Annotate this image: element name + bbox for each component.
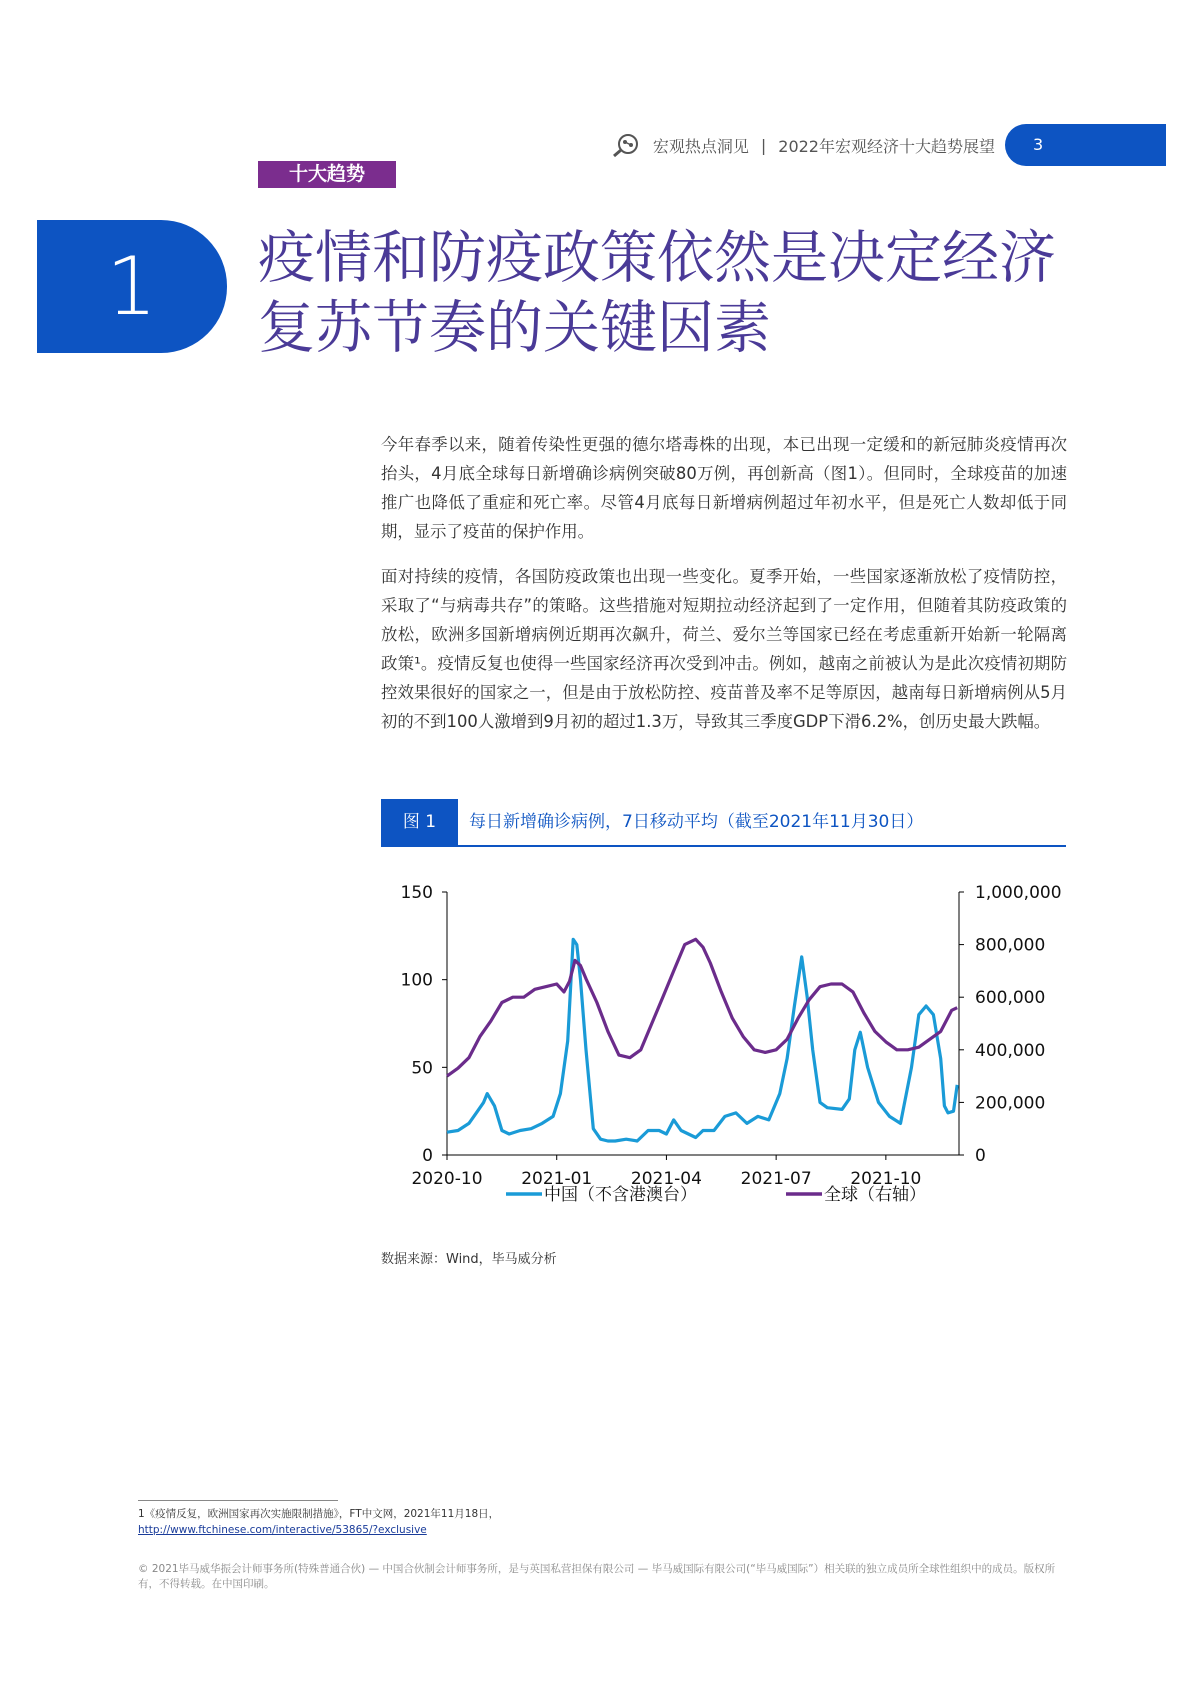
chart-series <box>447 939 957 1141</box>
x-tick-label: 2020-10 <box>411 1169 483 1189</box>
right-tick-label: 200,000 <box>975 1093 1046 1114</box>
page-number: 3 <box>1033 135 1044 154</box>
section-number: 1 <box>106 240 157 333</box>
figure-header <box>381 799 1066 847</box>
chart-axes <box>401 883 1062 1189</box>
right-tick-label: 600,000 <box>975 988 1046 1009</box>
x-tick-label: 2021-01 <box>521 1169 593 1189</box>
page-header <box>611 132 995 158</box>
body-paragraph-1: 今年春季以来，随着传染性更强的德尔塔毒株的出现，本已出现一定缓和的新冠肺炎疫情再次抬头，4月底全球每日新增确诊病例突破80万例，再创新高（图1）。但同时，全球疫苗的加速推广也降低了重症和死亡率。尽管4月底每日新增病例超过年初水平，但是死亡人数却低于同期，显示了疫苗的保护作用。 <box>381 435 1067 542</box>
x-tick-label: 2021-10 <box>850 1169 922 1189</box>
insight-magnifier-icon <box>611 132 641 158</box>
header-section: 宏观热点洞见 <box>652 136 749 156</box>
right-tick-label: 400,000 <box>975 1040 1046 1061</box>
x-tick-label: 2021-07 <box>740 1169 812 1189</box>
data-source: 数据来源：Wind，毕马威分析 <box>381 1252 557 1267</box>
x-tick-label: 2021-04 <box>630 1169 702 1189</box>
trend-tag: 十大趋势 <box>258 161 396 188</box>
chart-legend <box>506 1185 926 1205</box>
figure-title: 每日新增确诊病例，7日移动平均（截至2021年11月30日） <box>469 812 924 832</box>
series-line-china <box>447 939 957 1141</box>
body-paragraph-2: 面对持续的疫情，各国防疫政策也出现一些变化。夏季开始，一些国家逐渐放松了疫情防控，采取了“与病毒共存”的策略。这些措施对短期拉动经济起到了一定作用，但随着其防疫政策的放松，欧洲多国新增病例近期再次飙升，荷兰、爱尔兰等国家已经在考虑重新开始新一轮隔离政策¹。疫情反复也使得一些国家经济再次受到冲击。例如，越南之前被认为是此次疫情初期防控效果很好的国家之一，但是由于放松防控、疫苗普及率不足等原因，越南每日新增病例从5月初的不到100人激增到9月初的超过1.3万，导致其三季度GDP下滑6.2%，创历史最大跌幅。 <box>381 567 1067 732</box>
left-tick-label: 50 <box>411 1058 433 1079</box>
series-line-global <box>447 939 957 1076</box>
right-tick-label: 800,000 <box>975 935 1046 956</box>
section-title: 疫情和防疫政策依然是决定经济复苏节奏的关键因素 <box>258 225 1056 361</box>
header-report-title: 2022年宏观经济十大趋势展望 <box>778 136 995 156</box>
copyright-notice: © 2021毕马威华振会计师事务所(特殊普通合伙) — 中国合伙制会计师事务所，是与英国私营担保有限公司 — 毕马威国际有限公司(“毕马威国际”）相关联的独立成员所全球性组织中的成员。版权所有，不得转载。在中国印刷。 <box>138 1563 1056 1590</box>
header-separator: | <box>760 135 767 155</box>
right-tick-label: 0 <box>975 1146 986 1166</box>
footnote-text: 1《疫情反复，欧洲国家再次实施限制措施》，FT中文网，2021年11月18日， <box>138 1508 500 1520</box>
figure-label: 图 1 <box>381 799 458 845</box>
footnote-rule <box>138 1500 338 1501</box>
left-tick-label: 150 <box>400 883 433 903</box>
cases-line-chart <box>381 870 1081 1230</box>
left-tick-label: 100 <box>400 970 433 991</box>
left-tick-label: 0 <box>422 1146 433 1166</box>
legend-label: 全球（右轴） <box>824 1185 926 1205</box>
section-number-block <box>37 220 227 353</box>
page-number-tab <box>1005 124 1166 166</box>
right-tick-label: 1,000,000 <box>975 883 1062 903</box>
footnote-link[interactable]: http://www.ftchinese.com/interactive/53865/?exclusive <box>138 1524 427 1536</box>
legend-label: 中国（不含港澳台） <box>544 1185 697 1205</box>
